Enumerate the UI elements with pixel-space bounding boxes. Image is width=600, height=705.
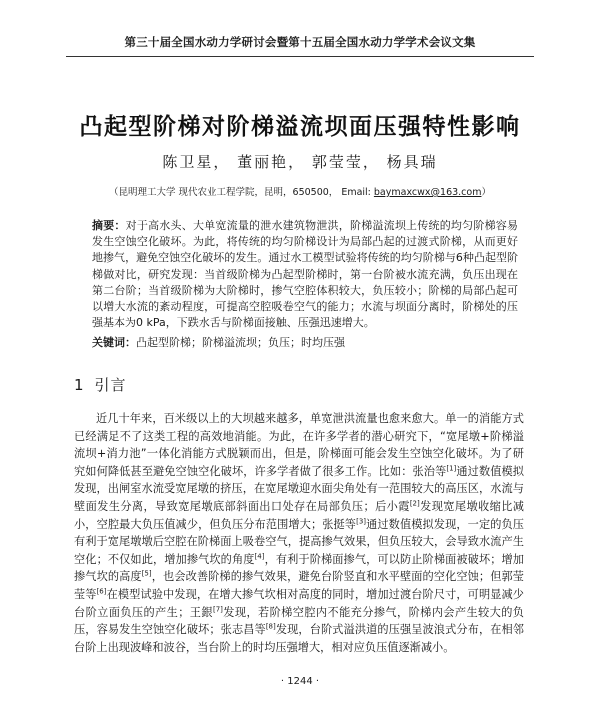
affiliation-text: （昆明理工大学 现代农业工程学院，昆明，650500， Email: — [109, 187, 374, 198]
citation-8[interactable]: [8] — [265, 622, 276, 631]
body-text-6: ，也会改善阶梯的掺气效果，避免台阶竖直和水平壁面的空化空蚀；但郭莹莹等 — [74, 570, 524, 601]
citation-4[interactable]: [4] — [254, 552, 265, 561]
body-paragraph — [74, 410, 524, 656]
email-link[interactable]: baymaxcwx@163.com — [373, 187, 482, 198]
affiliation-close: ） — [481, 187, 491, 198]
keywords — [92, 335, 518, 351]
citation-7[interactable]: [7] — [212, 604, 223, 613]
body-text-9: 发现，台阶式溢洪道的压强呈波浪式分布，在相邻台阶上出现波峰和波谷，当台阶上的时均压强增大，相对应负压值逐渐减小。 — [74, 623, 524, 654]
author-list: 陈卫星， 董丽艳， 郭莹莹， 杨具瑞 — [162, 153, 438, 171]
abstract — [92, 218, 518, 331]
abstract-text: 对于高水头、大单宽流量的泄水建筑物泄洪，阶梯溢流坝上传统的均匀阶梯容易发生空蚀空化破坏。为此，将传统的均匀阶梯设计为局部凸起的过渡式阶梯，从而更好地掺气，避免空蚀空化破坏的发生。通过水工模型试验将传统的均匀阶梯与6种凸起型阶梯做对比，研究发现：当首级阶梯为凸起型阶梯时，第一台阶被水流充满，负压出现在第二台阶；当首级阶梯为大阶梯时，掺气空腔体积较大，负压较小；阶梯的局部凸起可以增大水流的紊动程度，可提高空腔吸卷空气的能力；水流与坝面分离时，阶梯处的压强基本为0 kPa，下跌水舌与阶梯面接触、压强迅速增大。 — [92, 219, 519, 330]
header-divider — [66, 56, 534, 57]
body-text-1: 近几十年来，百米级以上的大坝越来越多，单宽泄洪流量也愈来愈大。单一的消能方式已经满足不了这类工程的高效地消能。为此，在许多学者的潜心研究下，“宽尾墩+阶梯溢流坝+消力池”一体化消能方式脱颖而出，但是，阶梯面可能会发生空蚀空化破坏。为了研究如何降低甚至避免空蚀空化破坏，许多学者做了很多工作。比如：张治等 — [74, 412, 524, 478]
citation-3[interactable]: [3] — [356, 516, 367, 525]
body-text-2: 通过数值模拟发现，出闸室水流受宽尾墩的挤压，在宽尾墩迎水面尖角处有一范围较大的高压区，水流与壁面发生分离，导致宽尾墩底部斜面出口处存在局部负压；后小霞 — [74, 464, 524, 513]
citation-1[interactable]: [1] — [446, 464, 457, 473]
paper-title: 凸起型阶梯对阶梯溢流坝面压强特性影响 — [79, 114, 521, 140]
section-title: 引言 — [94, 376, 127, 394]
body-text-8: 发现，若阶梯空腔内不能充分掺气，阶梯内会产生较大的负压，容易发生空蚀空化破坏；张志昌等 — [74, 605, 524, 637]
body-text-7: 在模型试验中发现，在增大掺气坎相对高度的同时，增加过渡台阶尺寸，可明显减少台阶立面负压的产生；王銀 — [74, 587, 524, 619]
abstract-label: 摘要： — [92, 219, 126, 232]
body-text-5: ，有利于阶梯面掺气，可以防止阶梯面被破坏；增加掺气坎的高度 — [74, 552, 524, 584]
running-header: 第三十届全国水动力学研讨会暨第十五届全国水动力学学术会议文集 — [124, 35, 476, 49]
keywords-text: 凸起型阶梯；阶梯溢流坝；负压；时均压强 — [136, 336, 345, 349]
page-number: · 1244 · — [280, 676, 320, 687]
body-text-4: 通过数值模拟发现，一定的负压有利于宽尾墩墩后空腔在阶梯面上吸卷空气，提高掺气效果，但负压较大，会导致水流产生空化；不仅如此，增加掺气坎的角度 — [74, 517, 524, 566]
section-number: 1 — [74, 376, 85, 394]
citation-6[interactable]: [6] — [96, 587, 107, 596]
citation-5[interactable]: [5] — [141, 569, 152, 578]
body-text-3: 发现宽尾墩收缩比减小，空腔最大负压值减少，但负压分布范围增大；张挺等 — [74, 499, 524, 531]
citation-2[interactable]: [2] — [409, 499, 420, 508]
affiliation — [0, 184, 600, 198]
keywords-label: 关键词： — [92, 336, 136, 349]
section-heading — [74, 374, 127, 395]
